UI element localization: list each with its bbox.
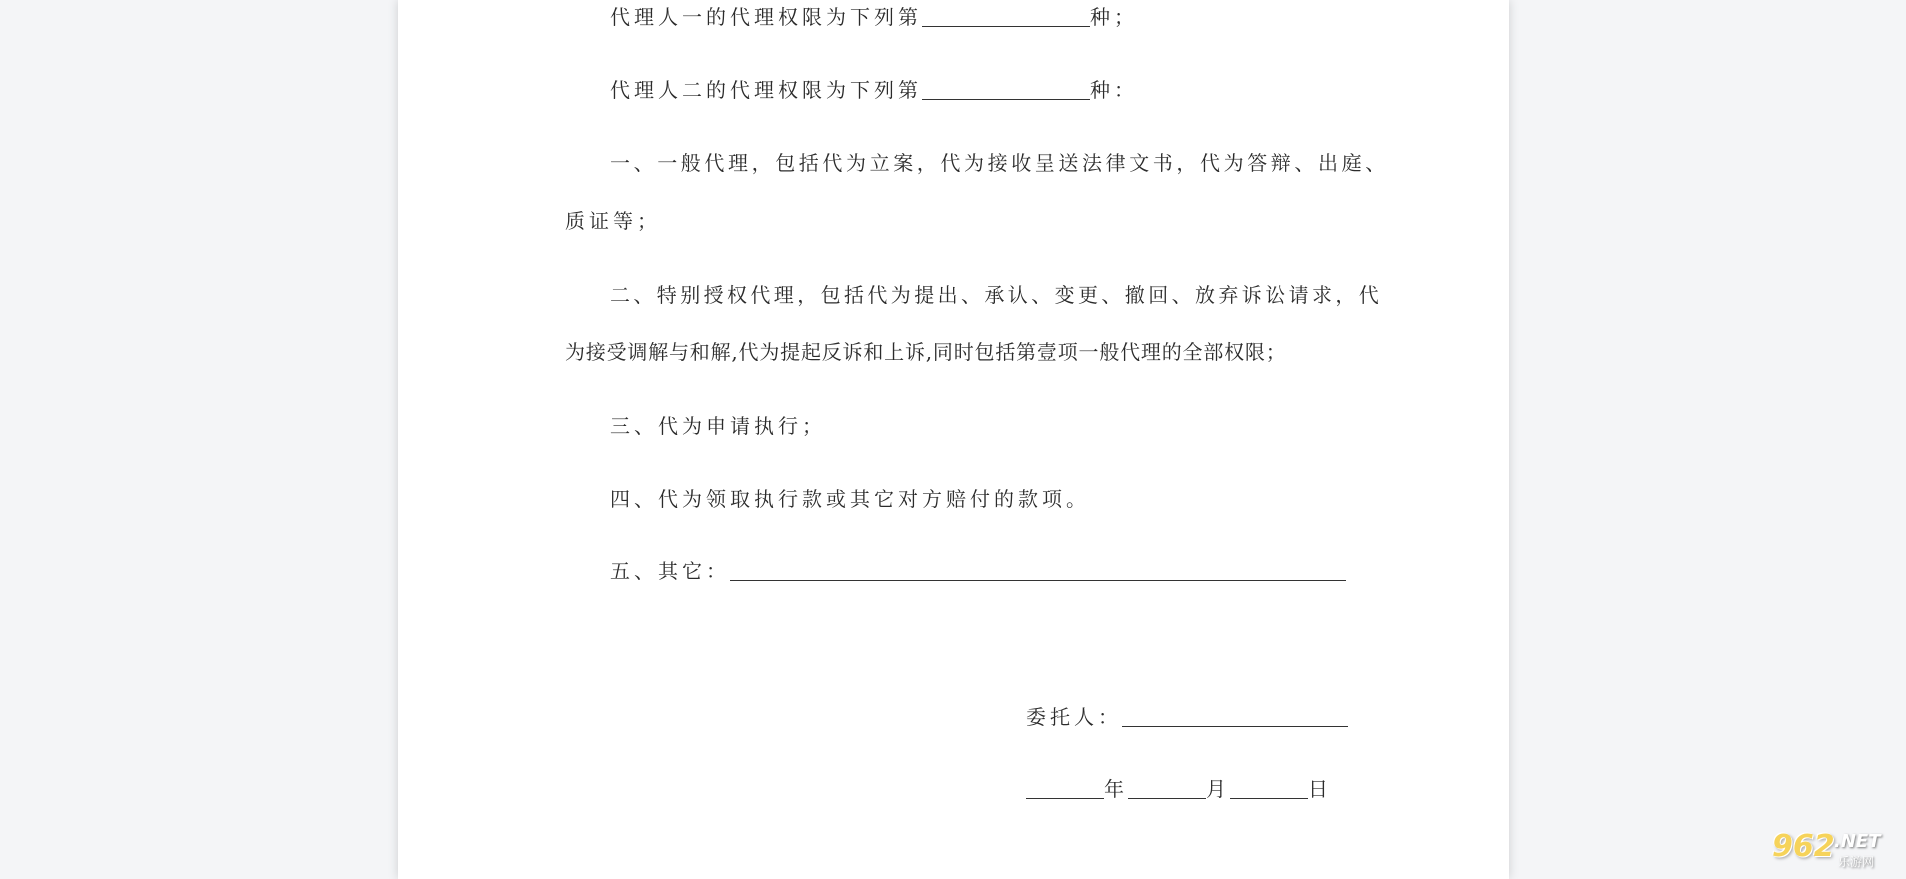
agent2-blank xyxy=(922,77,1090,100)
item4: 四、代为领取执行款或其它对方赔付的款项。 xyxy=(610,487,1090,511)
item3: 三、代为申请执行； xyxy=(610,414,826,438)
watermark-name: 乐游网 xyxy=(1838,855,1875,869)
date-line: 年 月 日 xyxy=(1026,775,1332,803)
other-blank xyxy=(730,558,1346,581)
site-watermark-logo xyxy=(1768,829,1900,873)
item1-line1: 一、一般代理，包括代为立案，代为接收呈送法律文书，代为答辩、出庭、 xyxy=(610,151,1389,175)
item2-line2: 为接受调解与和解,代为提起反诉和上诉,同时包括第壹项一般代理的全部权限； xyxy=(565,340,1287,364)
document-page xyxy=(398,0,1509,879)
agent2-permission-line: 代理人二的代理权限为下列第 种： xyxy=(610,78,1138,102)
item1-line2: 质证等； xyxy=(565,209,661,233)
item5-other-line: 五、其它： xyxy=(610,557,1346,585)
day-blank xyxy=(1230,776,1308,799)
year-blank xyxy=(1026,776,1104,799)
month-blank xyxy=(1128,776,1206,799)
agent1-blank xyxy=(922,4,1090,27)
watermark-suffix: .NET xyxy=(1834,831,1881,852)
watermark-number: 962 xyxy=(1772,829,1835,864)
principal-line: 委托人： xyxy=(1026,703,1348,731)
principal-blank xyxy=(1122,704,1348,727)
item2-line1: 二、特别授权代理，包括代为提出、承认、变更、撤回、放弃诉讼请求，代 xyxy=(610,283,1383,307)
agent1-permission-line: 代理人一的代理权限为下列第 种； xyxy=(610,5,1138,29)
